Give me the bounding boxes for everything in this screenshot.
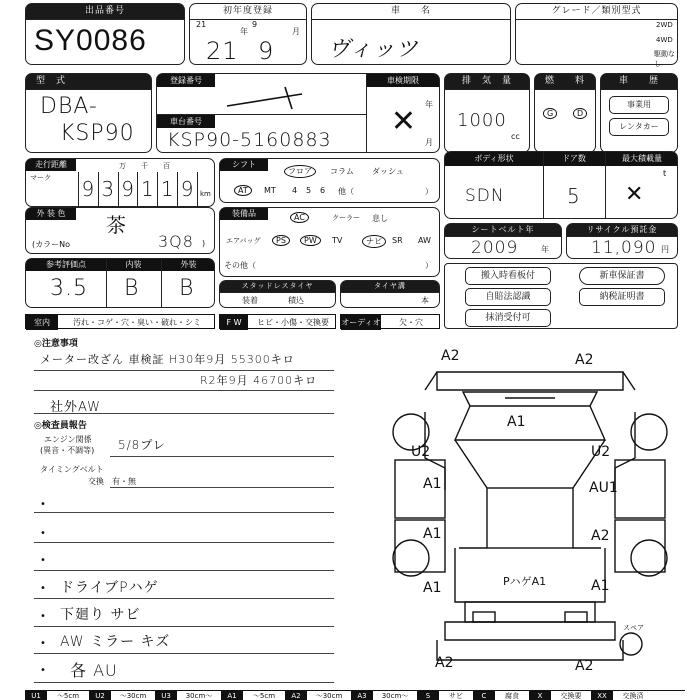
studless-loaded: 積込: [288, 296, 304, 305]
first-reg-month-unit: 月: [292, 27, 300, 36]
report-bullet: •: [40, 583, 46, 594]
notes-line1: メーター改ざん 車検証 H30年9月 55300キロ: [40, 353, 295, 366]
body-type-box: [444, 151, 678, 219]
recycle-box: [566, 223, 678, 259]
scores-box: [25, 258, 215, 308]
registration-divider: [157, 114, 367, 115]
shift-label: シフト: [220, 159, 268, 171]
mark-rear-right-corner: A2: [575, 658, 594, 674]
equipment-box: [219, 207, 440, 277]
report-rule-1: [34, 512, 334, 513]
notes-rule-3: [34, 413, 334, 414]
body-type-value: SDN: [465, 186, 505, 206]
chassis-label: 車台番号: [157, 115, 215, 128]
first-reg-printed-month: 9: [252, 20, 258, 29]
equip-sr: SR: [392, 236, 403, 245]
legend-code: C: [473, 691, 495, 700]
report-bullet: •: [40, 665, 46, 676]
interior-bar-label: 室内: [26, 315, 58, 330]
docs-box: [444, 263, 678, 329]
report-bullet: •: [40, 555, 46, 566]
car-name-value: ヴィッツ: [328, 37, 419, 62]
body-divider-1: [543, 152, 544, 218]
legend-desc: ～5cm: [56, 692, 80, 700]
legend-desc: 交換済: [622, 692, 644, 700]
mark-left-front-door: A1: [423, 476, 442, 492]
equip-aw: AW: [418, 236, 431, 245]
shift-4: 4: [292, 186, 298, 195]
lot-number-box: [25, 3, 185, 65]
legend-code: S: [417, 691, 439, 700]
first-registration-label: 初年度登録: [190, 4, 306, 20]
car-damage-diagram: [385, 340, 685, 685]
mileage-digit: 1: [137, 172, 157, 206]
mileage-digit: 1: [157, 172, 177, 206]
inspection-month-unit: 月: [425, 138, 433, 147]
shift-other: 他（: [338, 187, 354, 196]
mark-front-right-corner: A2: [575, 352, 594, 368]
model-box: [25, 73, 152, 153]
interior-score-value: B: [124, 276, 140, 301]
tire-unit: 本: [421, 296, 429, 305]
lot-number-label: 出品番号: [26, 4, 184, 20]
shift-column: コラム: [330, 167, 354, 176]
studless-mounted: 装着: [242, 296, 258, 305]
exterior-score-value: B: [179, 276, 195, 301]
displacement-unit: cc: [511, 132, 520, 141]
registration-box: [156, 73, 440, 153]
first-reg-month-value: 9: [258, 37, 275, 65]
overall-score-value: 3.5: [50, 276, 88, 301]
drive-4wd-option: 4WD: [656, 36, 673, 44]
audio-bar: [340, 314, 440, 329]
capacity-unit: t: [663, 169, 667, 178]
engine-rule: [110, 456, 334, 457]
engine-value: 5/8プレ: [118, 438, 166, 452]
drive-2wd-option: 2WD: [656, 21, 673, 29]
color-code-label: (カラーNo: [32, 240, 70, 249]
fw-bar-items: ヒビ・小傷・交換要: [257, 318, 329, 327]
legend-desc: サビ: [449, 692, 463, 700]
equip-dehumid: 息し: [372, 214, 388, 223]
registration-cross-mark: [217, 84, 307, 114]
mileage-unit-km: km: [200, 190, 211, 198]
mark-left-front-wheel: U2: [411, 444, 431, 460]
drive-none-option: 駆動なし: [654, 50, 675, 68]
legend-code: X: [529, 691, 551, 700]
tire-box: [340, 280, 440, 308]
doc-compulsory: 自賠法認識: [465, 288, 551, 306]
inspector-heading: ◎検査員報告: [34, 421, 87, 431]
chassis-value: KSP90-5160883: [167, 129, 332, 151]
capacity-value: ✕: [625, 182, 645, 207]
doors-value: 5: [567, 184, 581, 208]
mileage-label: 走行距離: [26, 159, 76, 171]
inspection-year-unit: 年: [425, 100, 433, 109]
legend-code: A3: [351, 691, 373, 700]
capacity-label: 最大積載量: [622, 154, 662, 163]
displacement-value: 1000: [457, 110, 507, 131]
shift-box: [219, 158, 440, 203]
notes-line3: 社外AW: [50, 400, 102, 415]
engine-label: エンジン関係: [44, 435, 92, 444]
seatbelt-label: シートベルト年: [445, 224, 561, 237]
recycle-unit: 円: [661, 245, 669, 254]
interior-score-label: 内装: [125, 260, 142, 269]
equip-pw: PW: [300, 235, 321, 246]
car-name-label: 車 名: [312, 4, 510, 20]
equip-ac: AC: [290, 212, 309, 223]
engine-sub-label: (異音・不調等): [40, 446, 95, 455]
color-code-value: 3Q8: [158, 232, 194, 251]
legend-desc: ～5cm: [252, 692, 276, 700]
exterior-score-label: 外装: [180, 260, 197, 269]
first-reg-year-value: 21: [206, 37, 239, 65]
equip-other-label: その他（: [224, 261, 256, 270]
mileage-digit: 9: [118, 172, 138, 206]
equip-navi: ナビ: [362, 235, 386, 248]
shift-other-close: ）: [425, 187, 433, 196]
model-label: 型 式: [26, 74, 151, 90]
legend-code: A1: [221, 691, 243, 700]
mark-right-rear-door: A2: [591, 528, 610, 544]
mileage-digits: [78, 172, 198, 206]
mark-front-left-corner: A2: [441, 348, 460, 364]
mileage-unit-man: 万: [119, 162, 126, 170]
equipment-label: 装備品: [220, 208, 268, 220]
fuel-box: [534, 73, 596, 153]
registration-label: 登録番号: [157, 74, 215, 87]
mileage-unit-hyaku: 百: [163, 162, 170, 170]
equip-cooler: クーラー: [332, 214, 360, 222]
mark-rear: PハゲA1: [503, 575, 547, 588]
shift-dash: ダッシュ: [372, 167, 404, 176]
mileage-digit: 9: [177, 172, 198, 206]
body-type-label: ボディ形状: [474, 154, 514, 163]
audio-bar-label: オーディオ: [341, 315, 381, 330]
legend-code: U2: [89, 691, 111, 700]
legend-code: A2: [285, 691, 307, 700]
notes-heading: ◎注意事項: [34, 339, 78, 349]
report-rule-2: [34, 542, 334, 543]
grade-box: [515, 3, 678, 68]
inspection-value: ✕: [390, 104, 417, 139]
report-rule-3: [34, 570, 334, 571]
tire-label: タイヤ溝: [341, 281, 439, 293]
notes-rule-1: [34, 370, 334, 371]
report-item-4: 各 AU: [70, 661, 118, 680]
doc-deregister: 抹消受付可: [465, 309, 551, 327]
belt-label: タイミングベルト: [40, 465, 104, 474]
report-bullet: •: [40, 611, 46, 622]
report-item-3: AW ミラー キズ: [60, 634, 171, 650]
legend-desc: 30cm～: [185, 692, 213, 700]
color-value: 茶: [106, 213, 127, 237]
interior-bar-items: 汚れ・コゲ・穴・臭い・破れ・シミ: [73, 318, 201, 327]
report-item-1: ドライブPハゲ: [60, 580, 159, 596]
scores-divider-1: [106, 259, 107, 307]
equip-airbag: エアバッグ: [226, 237, 261, 245]
displacement-box: [444, 73, 530, 153]
mileage-mark-label: マーク: [30, 174, 51, 182]
mileage-digit: 3: [98, 172, 118, 206]
displacement-label: 排 気 量: [445, 74, 529, 90]
mark-rear-left-corner: A2: [435, 655, 454, 671]
legend-desc: 30cm～: [381, 692, 409, 700]
shift-mt: MT: [264, 186, 276, 195]
legend-desc: 交換要: [560, 692, 582, 700]
belt-options: 交換 有・無: [88, 477, 136, 486]
studless-label: スタッドレスタイヤ: [220, 281, 335, 293]
history-business: 事業用: [609, 96, 669, 114]
inspection-label: 車検期限: [367, 74, 439, 87]
doc-warranty: 新車保証書: [579, 267, 665, 285]
notes-line2: R2年9月 46700キロ: [200, 374, 318, 387]
legend-desc: ～30cm: [119, 692, 147, 700]
model-line1: DBA-: [40, 94, 98, 119]
shift-6: 6: [320, 186, 326, 195]
lot-number-value: SY0086: [34, 24, 147, 57]
first-reg-printed-year: 21: [196, 20, 207, 29]
report-rule-6: [34, 653, 334, 654]
audio-bar-items: 欠・穴: [399, 318, 423, 327]
interior-condition-bar: [25, 314, 215, 329]
report-rule-5: [34, 626, 334, 627]
legend-code: U1: [25, 691, 47, 700]
equip-ps: PS: [272, 235, 290, 246]
shift-at: AT: [234, 185, 252, 196]
color-label: 外 装 色: [26, 208, 76, 220]
fw-bar-label: F W: [220, 315, 248, 330]
grade-label: グレード／類別型式: [516, 4, 677, 20]
legend-code: U3: [155, 691, 177, 700]
report-rule-7: [34, 682, 334, 683]
history-box: [600, 73, 678, 153]
shift-5: 5: [306, 186, 312, 195]
body-divider-2: [605, 152, 606, 218]
recycle-value: 11,090: [591, 238, 657, 258]
mark-left-rear-quarter: A1: [423, 580, 442, 596]
overall-score-label: 参考評価点: [46, 260, 86, 269]
mileage-box: [25, 158, 215, 207]
fuel-option-d: D: [573, 108, 587, 119]
seatbelt-unit: 年: [541, 245, 549, 254]
fuel-label: 燃 料: [535, 74, 595, 90]
recycle-label: リサイクル預託金: [567, 224, 677, 237]
history-label: 車 歴: [601, 74, 677, 90]
seatbelt-value: 2009: [471, 238, 519, 258]
model-line2: KSP90: [60, 121, 135, 146]
report-bullet: •: [40, 528, 46, 539]
car-name-box: [311, 3, 511, 65]
mileage-unit-sen: 千: [141, 162, 148, 170]
legend-desc: ～30cm: [315, 692, 343, 700]
mark-right-front-door: AU1: [589, 480, 618, 496]
color-box: [25, 207, 215, 254]
first-reg-year-unit: 年: [240, 27, 248, 36]
legend-code: XX: [591, 691, 613, 700]
mark-left-rear-door: A1: [423, 526, 442, 542]
fuel-option-g: G: [543, 108, 557, 119]
doc-signboard: 搬入時看板付: [465, 267, 551, 285]
seatbelt-box: [444, 223, 562, 259]
mileage-digit: 9: [78, 172, 98, 206]
history-rental: レンタカー: [609, 118, 669, 136]
doc-tax: 納税証明書: [579, 288, 665, 306]
legend-desc: 腐食: [505, 692, 519, 700]
color-code-close: ): [202, 239, 206, 248]
report-bullet: •: [40, 499, 46, 510]
mark-right-rear-quarter: A1: [591, 578, 610, 594]
spare-label: スペア: [623, 624, 644, 632]
first-registration-box: [189, 3, 307, 65]
belt-rule: [110, 487, 334, 488]
damage-legend: [25, 690, 685, 700]
mark-roof: A1: [507, 414, 526, 430]
scores-divider-2: [161, 259, 162, 307]
doors-label: ドア数: [562, 154, 586, 163]
fw-bar: [219, 314, 336, 329]
notes-rule-2: [34, 390, 334, 391]
mark-right-front-wheel: U2: [591, 444, 611, 460]
report-item-2: 下廻り サビ: [60, 607, 141, 623]
shift-floor: フロア: [284, 165, 316, 178]
report-bullet: •: [40, 638, 46, 649]
equip-tv: TV: [332, 236, 343, 245]
equip-other-close: ）: [425, 261, 433, 270]
studless-box: [219, 280, 336, 308]
report-rule-4: [34, 598, 334, 599]
